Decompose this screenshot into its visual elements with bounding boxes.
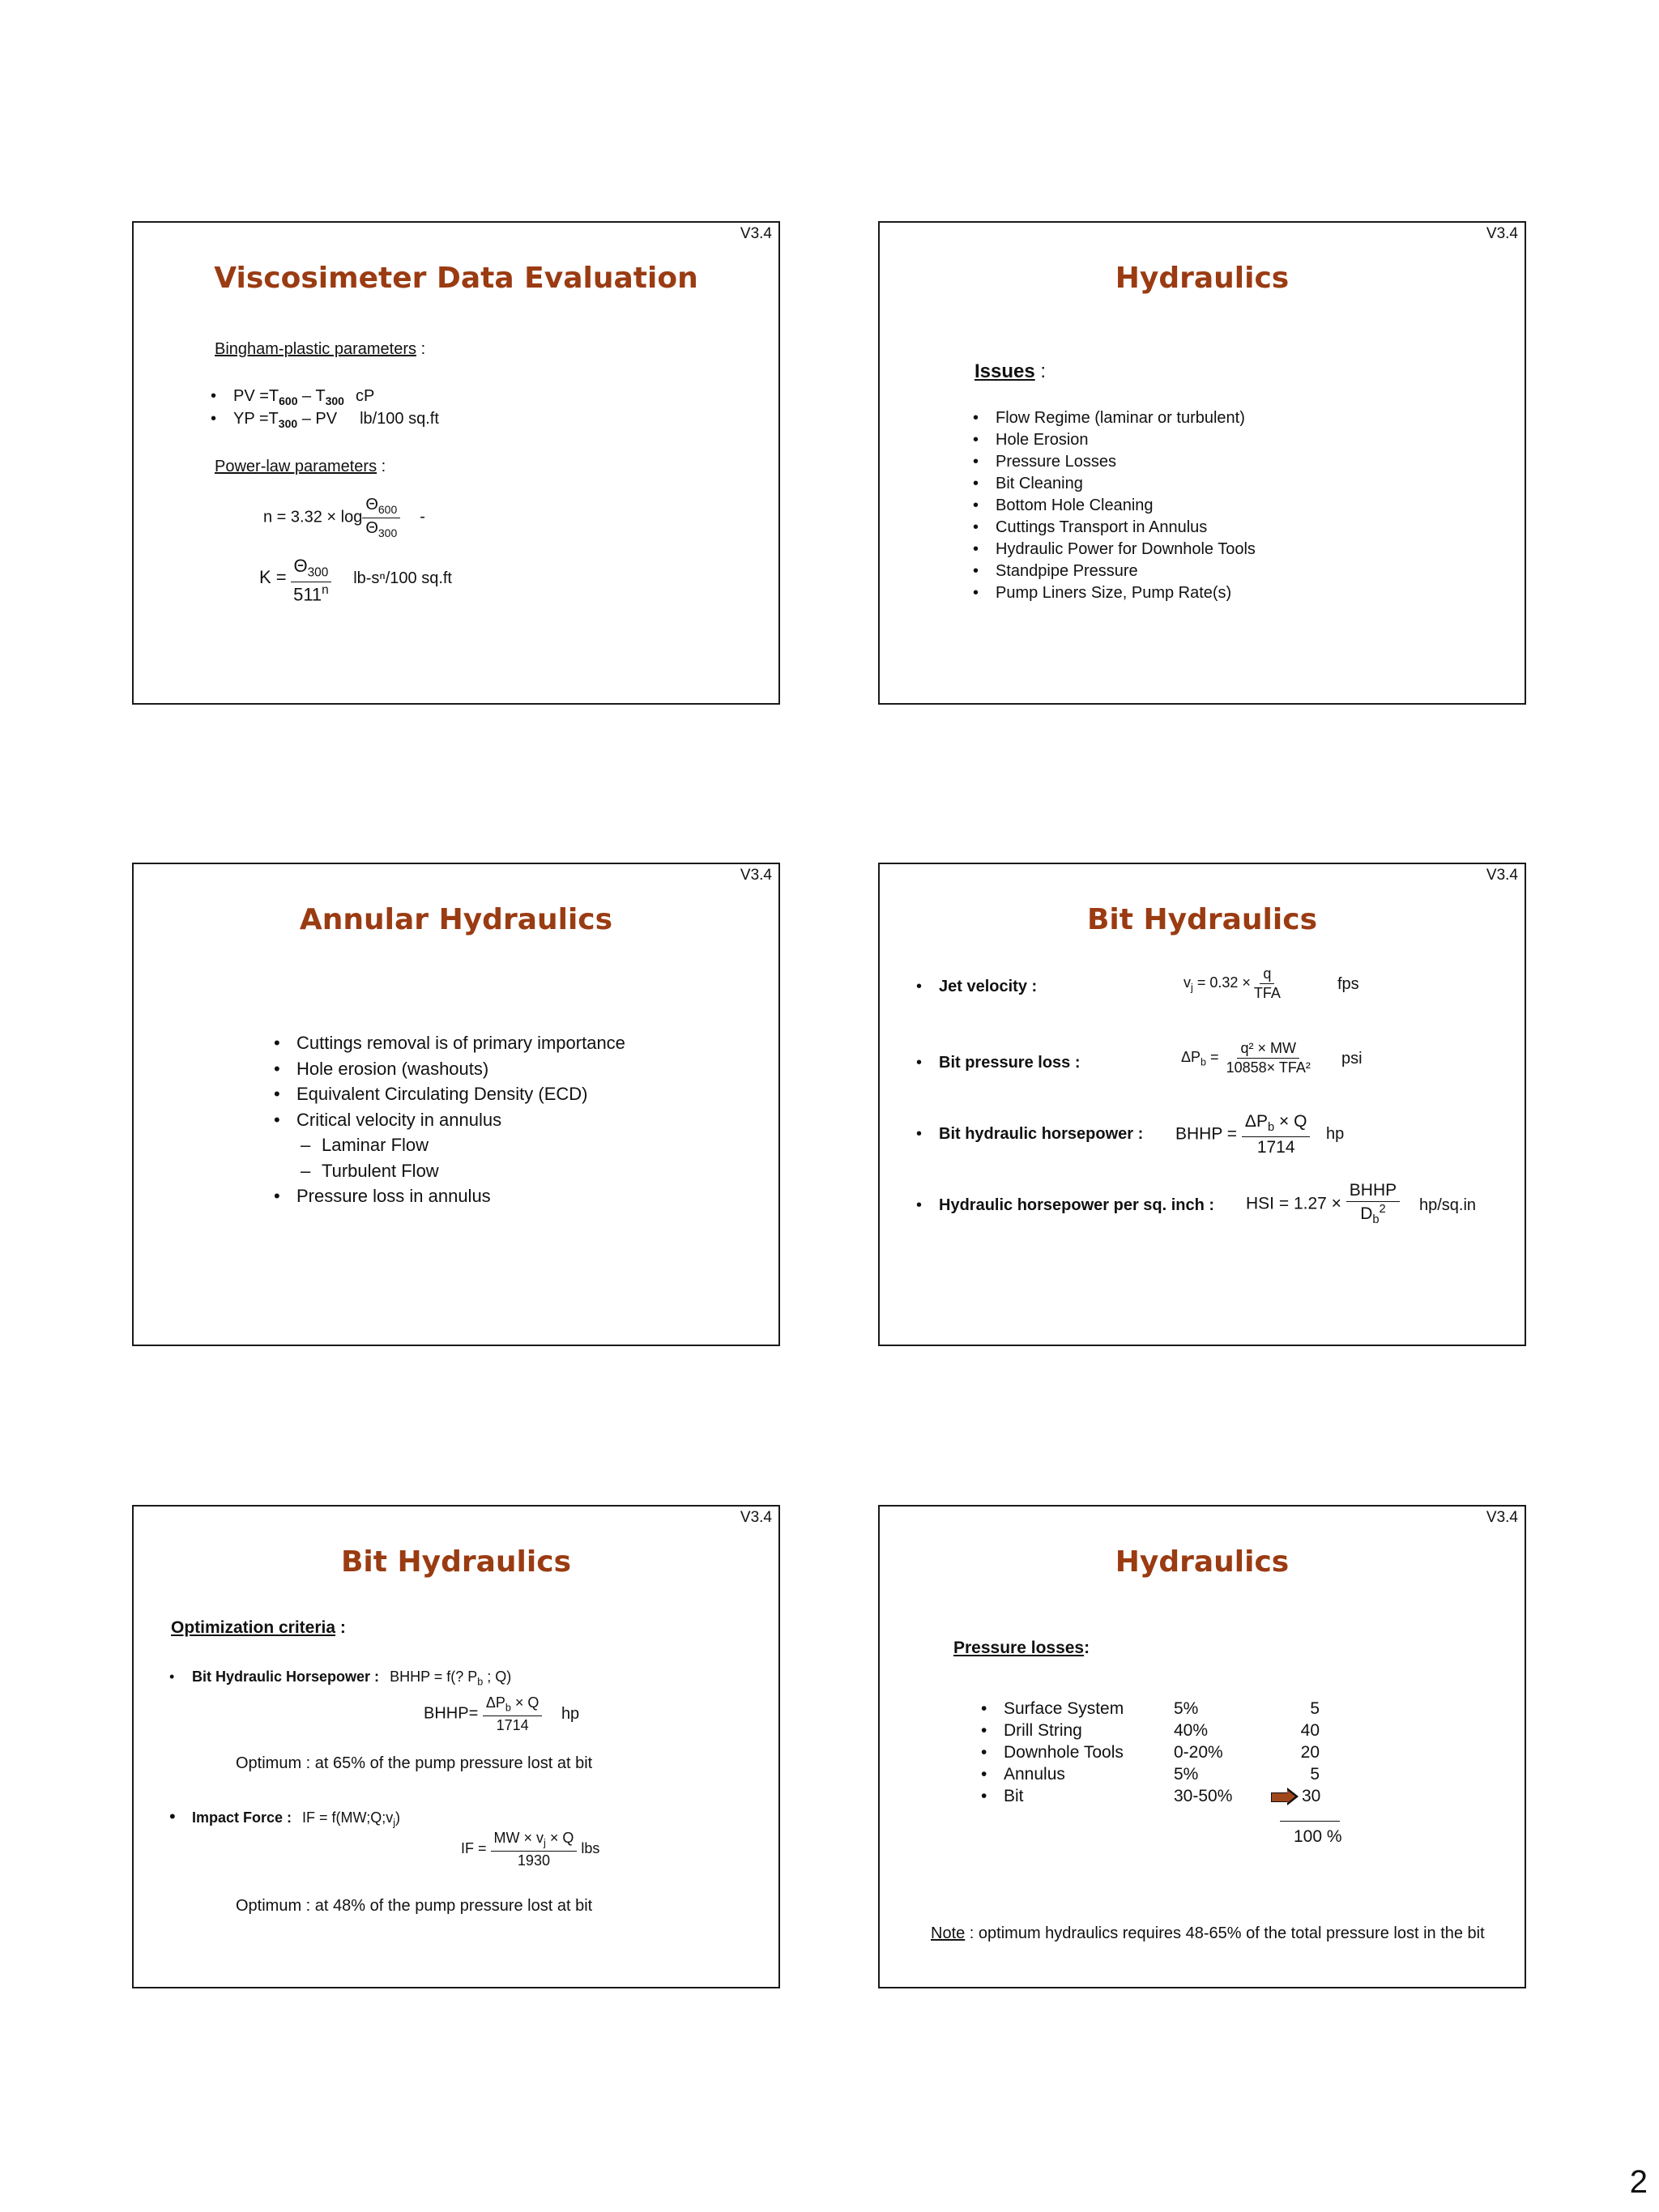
table-row: • Bit 30-50% 30 — [981, 1787, 1321, 1805]
pv-unit: cP — [355, 387, 375, 405]
list-item: • Pump Liners Size, Pump Rate(s) — [973, 584, 1232, 602]
k-unit: lb-sⁿ/100 sq.ft — [353, 569, 452, 588]
yp-sub: 300 — [278, 417, 298, 430]
k-fraction — [290, 556, 332, 603]
n-fraction — [362, 497, 400, 539]
version-label: V3.4 — [1486, 225, 1518, 242]
version-label: V3.4 — [740, 1509, 772, 1526]
version-label: V3.4 — [1486, 867, 1518, 884]
note-label: Note — [931, 1924, 966, 1942]
n-num: Θ — [365, 496, 378, 514]
jet-velocity-row: • Jet velocity : — [916, 978, 1038, 995]
version-label: V3.4 — [1486, 1509, 1518, 1526]
losses-table — [981, 1698, 1320, 1807]
row-label: Jet velocity : — [939, 978, 1038, 995]
list-item: • Equivalent Circulating Density (ECD) — [274, 1084, 588, 1104]
hsi-row: • Hydraulic horsepower per sq. inch : — [916, 1196, 1215, 1214]
list-item: • Critical velocity in annulus — [274, 1109, 502, 1130]
list-item: • Bottom Hole Cleaning — [973, 497, 1154, 514]
bhhp-criterion: • Bit Hydraulic Horsepower : BHHP = f(? $P_b$ ; Q) — [169, 1669, 512, 1688]
n-num-sub: 600 — [377, 503, 398, 516]
row-unit: psi — [1341, 1050, 1363, 1068]
bhhp-formula: BHHP= $\frac{\Delta P_b \times Q}{1714}$ hp — [424, 1694, 580, 1733]
yp-mid: – PV — [297, 410, 338, 428]
sub-list-item: – Laminar Flow — [301, 1135, 429, 1155]
issues-list — [973, 407, 1256, 604]
slide-hydraulics-pressure-losses — [878, 1505, 1526, 1988]
table-row: • Downhole Tools 0-20% 20 — [981, 1743, 1320, 1762]
impact-force-criterion: • Impact Force : IF = $f(MW;Q;v_j)$ — [169, 1806, 401, 1829]
arrow-right-icon — [1271, 1789, 1299, 1804]
table-row: • Annulus 5% 5 — [981, 1765, 1320, 1784]
colon: : — [420, 340, 426, 358]
list-item: • Bit Cleaning — [973, 475, 1083, 492]
pv-sub1: 600 — [279, 394, 298, 407]
pv-formula: • PV $=T_{600} - T_{300}$ cP — [211, 387, 375, 407]
list-item: • Standpipe Pressure — [973, 562, 1138, 580]
yp-label: YP =T — [233, 410, 279, 428]
slide-title: Bit Hydraulics — [340, 1545, 571, 1579]
losses-heading: Pressure losses — [953, 1639, 1085, 1657]
note-text: : optimum hydraulics requires 48-65% of the total pressure lost in the bit — [965, 1924, 1485, 1942]
losses-heading-line: Pressure losses: — [953, 1639, 1090, 1657]
n-formula-left: n = 3.32 × log — [263, 508, 363, 526]
k-den-sup: n — [322, 582, 329, 597]
total-value: 100 % — [1294, 1827, 1342, 1846]
bingham-heading-line — [215, 340, 425, 359]
bhhp-row: • Bit hydraulic horsepower : — [916, 1125, 1144, 1143]
row-unit: hp/sq.in — [1419, 1196, 1477, 1214]
colon: : — [381, 458, 386, 475]
slide-viscosimeter — [132, 221, 780, 705]
k-num-sub: 300 — [307, 565, 329, 580]
table-row: • Surface System 5% 5 — [981, 1699, 1320, 1718]
sub-list-item: – Turbulent Flow — [301, 1160, 439, 1181]
list-item: • Hydraulic Power for Downhole Tools — [973, 540, 1256, 558]
impact-force-formula: IF = $\frac{MW \times v_j \times Q}{1930}$ lbs — [461, 1830, 600, 1869]
row-label: Bit pressure loss : — [939, 1054, 1081, 1072]
jet-velocity-formula: $v_j = 0.32$ × $\frac{q}{\text{TFA}}$ — [1183, 965, 1281, 1001]
total-rule — [1280, 1821, 1340, 1822]
slide-title: Bit Hydraulics — [1086, 903, 1317, 936]
if-optimum: Optimum : at 48% of the pump pressure lost at bit — [236, 1897, 593, 1915]
pv-sub2: 300 — [325, 394, 344, 407]
yp-formula: • YP $=T_{300}$ – PV lb/100 sq.ft — [211, 410, 439, 430]
issues-heading-line — [975, 360, 1046, 383]
slide-bit-hydraulics-optimization — [132, 1505, 780, 1988]
table-row: • Drill String 40% 40 — [981, 1721, 1320, 1740]
version-label: V3.4 — [740, 867, 772, 884]
criteria-heading-line: Optimization criteria : — [171, 1618, 346, 1637]
k-den: 511 — [293, 583, 322, 604]
bhhp-optimum: Optimum : at 65% of the pump pressure lost at bit — [236, 1754, 593, 1772]
list-item: • Cuttings Transport in Annulus — [973, 518, 1208, 536]
slide-annular-hydraulics — [132, 863, 780, 1346]
slide-title: Hydraulics — [1115, 1545, 1290, 1579]
criteria-heading: Optimization criteria — [171, 1618, 336, 1637]
slide-title: Annular Hydraulics — [299, 903, 613, 936]
n-den-sub: 300 — [377, 526, 398, 539]
n-formula — [263, 497, 425, 539]
hsi-formula: HSI = 1.27 × $\frac{\text{BHHP}}{D_b^2}$ — [1246, 1182, 1400, 1227]
colon: : — [1040, 360, 1047, 382]
powerlaw-heading-line — [215, 458, 386, 476]
slide-hydraulics-issues — [878, 221, 1526, 705]
pv-label: PV =T — [233, 387, 279, 405]
slide-bit-hydraulics-formulas — [878, 863, 1526, 1346]
yp-unit: lb/100 sq.ft — [360, 410, 439, 428]
bhhp-formula: BHHP = $\frac{\Delta P_b \times Q}{1714}$ — [1175, 1113, 1310, 1157]
bit-pressure-formula: $\Delta P_b$ = $\frac{\text{q² × MW}}{\text{10858× TFA²}}$ — [1181, 1040, 1311, 1076]
row-unit: fps — [1337, 975, 1359, 993]
list-item: • Pressure loss in annulus — [274, 1186, 491, 1206]
note-line — [931, 1924, 1485, 1943]
pv-mid: – T — [297, 387, 326, 405]
annular-list — [274, 1030, 625, 1209]
list-item: • Pressure Losses — [973, 453, 1116, 471]
bingham-heading: Bingham-plastic parameters — [215, 340, 416, 358]
bit-pressure-row: • Bit pressure loss : — [916, 1054, 1081, 1072]
list-item: • Hole erosion (washouts) — [274, 1058, 489, 1079]
row-label: Bit hydraulic horsepower : — [939, 1125, 1144, 1143]
list-item: • Hole Erosion — [973, 431, 1089, 449]
row-label: Hydraulic horsepower per sq. inch : — [939, 1196, 1215, 1214]
slide-title: Viscosimeter Data Evaluation — [214, 262, 698, 295]
page-number: 2 — [1629, 2164, 1648, 2200]
n-unit: - — [420, 508, 425, 526]
list-item: • Flow Regime (laminar or turbulent) — [973, 409, 1245, 427]
k-formula — [259, 556, 452, 603]
version-label: V3.4 — [740, 225, 772, 242]
issues-heading: Issues — [975, 360, 1035, 382]
slide-title: Hydraulics — [1115, 262, 1290, 295]
k-left: K = — [259, 567, 287, 588]
list-item: • Cuttings removal is of primary importance — [274, 1033, 625, 1053]
powerlaw-heading: Power-law parameters — [215, 458, 377, 475]
row-unit: hp — [1326, 1125, 1345, 1143]
n-den: Θ — [365, 518, 378, 537]
k-num: Θ — [293, 556, 308, 576]
